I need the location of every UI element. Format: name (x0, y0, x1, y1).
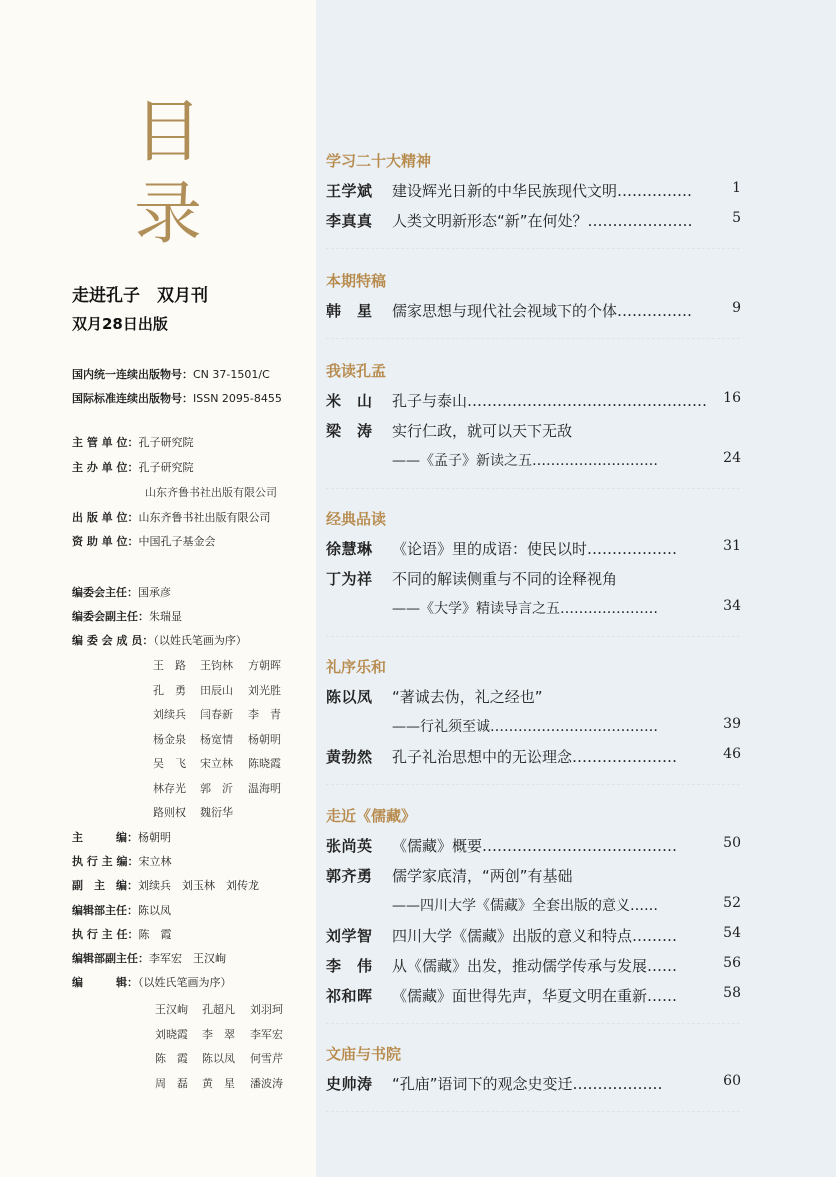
article-title: 不同的解读侧重与不同的诠释视角 (392, 570, 618, 588)
magazine-schedule: 双月28日出版 (72, 315, 168, 333)
article-title: “著诚去伪，礼之经也” (392, 688, 543, 706)
committee-member-name: 刘光胜 (248, 683, 281, 697)
article-author: 郭齐勇 (326, 867, 373, 885)
funder-label: 资 助 单 位： (72, 535, 139, 548)
article-page-number: 46 (723, 746, 741, 762)
supervisor-row (72, 434, 194, 450)
exec-chief-editor-label: 执 行 主 编： (72, 855, 139, 868)
article-title: 孔子与泰山………………………………………… (392, 392, 708, 410)
committee-members-label: 编 委 会 成 员： (72, 634, 154, 647)
office-deputy-value: 李军宏 王汉峋 (149, 952, 226, 965)
exec-director-row (72, 926, 172, 942)
chief-editor-value: 杨朝明 (138, 831, 171, 844)
editors-row (72, 974, 232, 990)
committee-deputy-label: 编委会副主任： (72, 610, 149, 623)
vice-chief-editor-row (72, 877, 259, 893)
committee-member-name: 路则权 (153, 806, 186, 819)
sponsor-value-2: 山东齐鲁书社出版有限公司 (145, 486, 277, 499)
committee-director-value: 国承彦 (138, 586, 171, 599)
vice-chief-editor-label: 副 主 编： (72, 879, 138, 892)
section-heading: 走近《儒藏》 (326, 807, 417, 825)
article-page-number: 9 (732, 300, 741, 316)
office-director-label: 编辑部主任： (72, 904, 138, 917)
editor-name: 李 翠 (202, 1027, 235, 1041)
article-page-number: 58 (723, 985, 741, 1001)
office-director-value: 陈以凤 (138, 904, 171, 917)
article-author: 韩 星 (326, 302, 373, 320)
article-subtitle: ——《大学》精读导言之五………………… (392, 601, 658, 617)
committee-director-label: 编委会主任： (72, 586, 138, 599)
section-divider (326, 1023, 740, 1024)
editor-name: 潘波涛 (250, 1076, 283, 1090)
section-divider (326, 248, 740, 249)
heading-char-1: 目 (133, 93, 202, 172)
chief-editor-row (72, 829, 171, 845)
committee-members-row (72, 632, 247, 648)
article-title: 《论语》里的成语：使民以时……………… (392, 540, 678, 558)
article-title: 实行仁政，就可以天下无敌 (392, 422, 573, 440)
article-page-number: 34 (723, 598, 741, 614)
supervisor-label: 主 管 单 位： (72, 436, 139, 449)
article-title: 《儒藏》概要………………………………… (392, 837, 678, 855)
article-author: 祁和晖 (326, 987, 373, 1005)
editor-name: 陈 霞 (155, 1052, 188, 1065)
exec-director-label: 执 行 主 任： (72, 928, 139, 941)
publisher-label: 出 版 单 位： (72, 511, 139, 524)
section-divider (326, 636, 740, 637)
article-author: 王学斌 (326, 182, 373, 200)
article-page-number: 5 (732, 210, 741, 226)
committee-member-name: 闫春新 (200, 708, 233, 721)
article-title: 孔子礼治思想中的无讼理念………………… (392, 748, 678, 766)
committee-member-name: 方朝晖 (248, 659, 281, 672)
article-page-number: 16 (723, 390, 741, 406)
committee-member-name: 杨金泉 (153, 732, 186, 746)
editor-name: 王汉峋 (155, 1003, 188, 1016)
article-subtitle: ——四川大学《儒藏》全套出版的意义…… (392, 898, 658, 914)
editor-name: 陈以凤 (202, 1052, 235, 1065)
committee-member-name: 林存光 (153, 781, 186, 795)
article-title: 建设辉光日新的中华民族现代文明…………… (392, 182, 693, 200)
article-author: 刘学智 (326, 927, 373, 945)
cn-label: 国内统一连续出版物号： (72, 368, 193, 381)
committee-member-name: 温海明 (248, 781, 281, 795)
cn-number (72, 366, 270, 382)
article-title: “孔庙”语词下的观念史变迁……………… (392, 1075, 663, 1093)
article-author: 米 山 (326, 392, 373, 410)
masthead-panel (0, 0, 316, 1177)
editor-name: 孔超凡 (202, 1003, 235, 1016)
sponsor-row (72, 459, 194, 475)
supervisor-value: 孔子研究院 (138, 436, 194, 449)
article-page-number: 52 (723, 895, 741, 911)
section-divider (326, 1111, 740, 1112)
article-page-number: 56 (723, 955, 741, 971)
issn-label: 国际标准连续出版物号： (72, 392, 193, 405)
committee-member-name: 杨朝明 (248, 732, 281, 746)
editors-label: 编 辑： (72, 976, 138, 989)
committee-member-name: 李 青 (248, 708, 281, 721)
article-page-number: 50 (723, 835, 741, 851)
article-title: 儒学家底清，“两创”有基础 (392, 867, 573, 885)
committee-deputy-value: 朱瑞显 (149, 610, 182, 623)
exec-chief-editor-value: 宋立林 (138, 855, 172, 868)
committee-member-name: 王 路 (153, 659, 186, 672)
committee-members-note: （以姓氏笔画为序） (153, 634, 247, 647)
article-title: 人类文明新形态“新”在何处？………………… (392, 212, 693, 230)
committee-member-name: 宋立林 (200, 757, 233, 770)
publisher-value: 山东齐鲁书社出版有限公司 (138, 511, 271, 524)
article-title: 四川大学《儒藏》出版的意义和特点……… (392, 927, 678, 945)
funder-value: 中国孔子基金会 (138, 535, 216, 548)
section-divider (326, 338, 740, 339)
sponsor-label: 主 办 单 位： (72, 461, 139, 474)
publisher-row (72, 509, 271, 525)
committee-member-name: 吴 飞 (153, 757, 186, 770)
article-title: 儒家思想与现代社会视域下的个体…………… (392, 302, 693, 320)
committee-deputy-row (72, 608, 182, 624)
article-page-number: 39 (723, 716, 741, 732)
sponsor-value-1: 孔子研究院 (138, 461, 194, 474)
section-heading: 本期特稿 (326, 272, 387, 290)
committee-member-name: 杨宽情 (200, 732, 233, 746)
committee-member-name: 刘续兵 (153, 708, 186, 721)
section-heading: 我读孔孟 (326, 362, 387, 380)
editors-note: （以姓氏笔画为序） (138, 976, 232, 989)
article-page-number: 1 (732, 180, 741, 196)
article-author: 张尚英 (326, 837, 373, 855)
article-subtitle: ——《孟子》新读之五……………………… (392, 453, 658, 469)
chief-editor-label: 主 编： (72, 831, 138, 844)
editor-name: 刘羽珂 (250, 1003, 283, 1016)
office-deputy-label: 编辑部副主任： (72, 952, 149, 965)
editor-name: 何雪芹 (250, 1052, 283, 1065)
article-subtitle: ——行礼须至诚……………………………… (392, 719, 658, 735)
article-author: 黄勃然 (326, 748, 373, 766)
article-page-number: 60 (723, 1073, 741, 1089)
section-heading: 学习二十大精神 (326, 152, 432, 170)
magazine-title: 走进孔子 双月刊 (72, 286, 208, 306)
article-author: 丁为祥 (326, 570, 373, 588)
editor-name: 李军宏 (250, 1027, 283, 1041)
committee-member-name: 陈晓霞 (248, 757, 281, 770)
article-author: 李 伟 (326, 957, 373, 975)
office-director-row (72, 902, 171, 918)
committee-member-name: 孔 勇 (153, 683, 186, 697)
editor-name: 黄 星 (202, 1076, 235, 1090)
cn-value: CN 37-1501/C (193, 368, 270, 381)
editor-name: 刘晓霞 (155, 1027, 188, 1041)
article-page-number: 54 (723, 925, 741, 941)
committee-member-name: 魏衍华 (200, 806, 233, 819)
exec-director-value: 陈 霞 (138, 928, 172, 941)
vice-chief-editor-value: 刘续兵 刘玉林 刘传龙 (138, 879, 259, 892)
section-heading: 文庙与书院 (326, 1045, 402, 1063)
article-page-number: 31 (723, 538, 741, 554)
section-heading: 礼序乐和 (326, 658, 387, 676)
heading-char-2: 录 (133, 175, 202, 254)
editor-name: 周 磊 (155, 1076, 188, 1090)
article-title: 《儒藏》面世得先声，华夏文明在重新…… (392, 987, 678, 1005)
issn-number (72, 390, 282, 406)
committee-member-name: 田辰山 (200, 683, 233, 697)
article-page-number: 24 (723, 450, 741, 466)
exec-chief-editor-row (72, 853, 172, 869)
section-divider (326, 488, 740, 489)
article-title: 从《儒藏》出发，推动儒学传承与发展…… (392, 957, 678, 975)
article-author: 梁 涛 (326, 422, 373, 440)
office-deputy-row (72, 950, 226, 966)
section-divider (326, 784, 740, 785)
article-author: 徐慧琳 (326, 540, 373, 558)
committee-director-row (72, 584, 171, 600)
funder-row (72, 533, 216, 549)
article-author: 史帅涛 (326, 1075, 373, 1093)
article-author: 陈以凤 (326, 688, 373, 706)
committee-member-name: 王钧林 (200, 659, 233, 672)
committee-member-name: 郭 沂 (200, 781, 233, 795)
section-heading: 经典品读 (326, 510, 387, 528)
issn-value: ISSN 2095-8455 (193, 392, 282, 405)
article-author: 李真真 (326, 212, 373, 230)
